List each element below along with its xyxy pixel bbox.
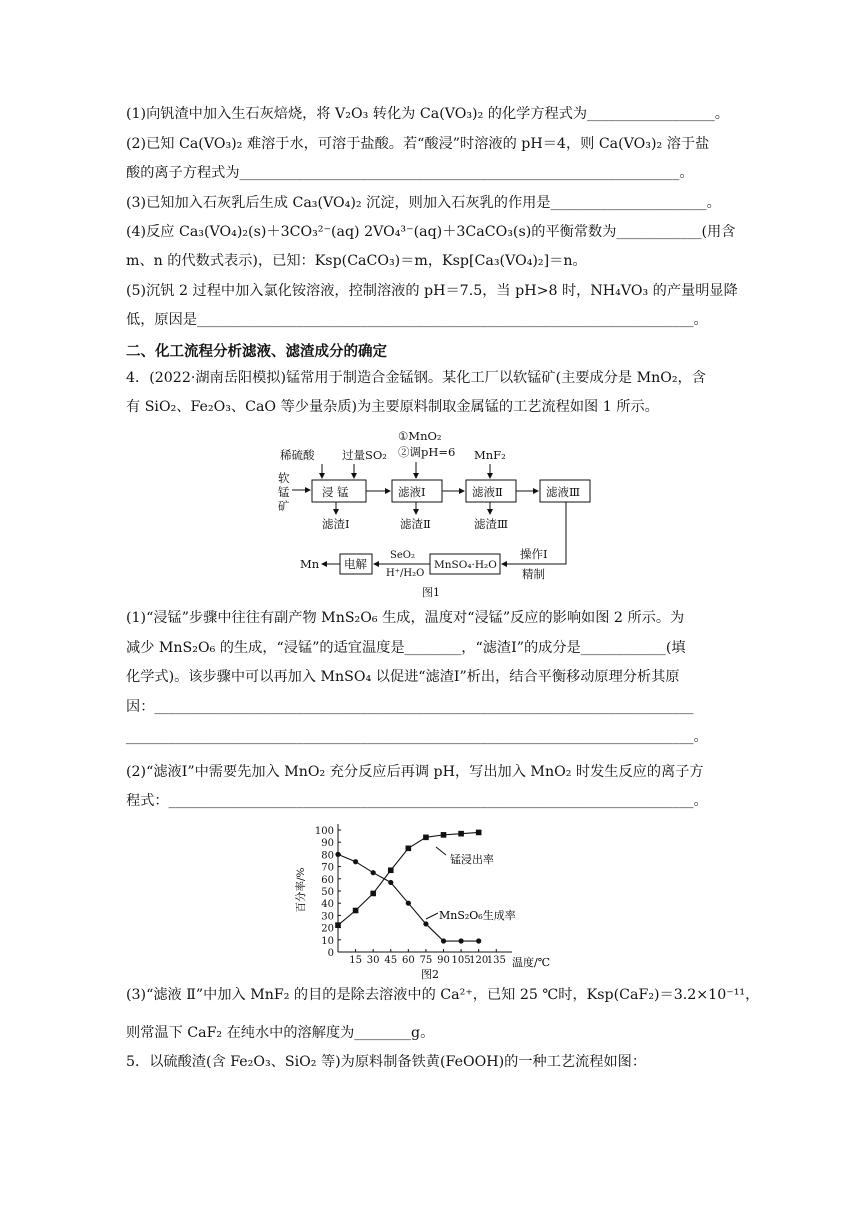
y-tick-label: 40 (321, 899, 334, 911)
x-tick-label: 135 (486, 955, 506, 966)
series-2-point (476, 938, 481, 943)
y-tick-label: 100 (314, 826, 334, 837)
section-title: 二、化工流程分析滤液、滤渣成分的确定 (126, 344, 387, 360)
box-leach: 浸 锰 (322, 485, 349, 499)
y-tick-label: 70 (321, 862, 334, 874)
q4-part1-line3: 化学式)。该步骤中可以再加入 MnSO₄ 以促进“滤渣Ⅰ”析出，结合平衡移动原理分析其原 (126, 669, 680, 685)
series-1-point (441, 832, 447, 838)
x-tick-label: 30 (366, 955, 380, 966)
y-tick-label: 0 (327, 948, 334, 959)
q4-part3-line1: (3)“滤液 Ⅱ”中加入 MnF₂ 的目的是除去溶液中的 Ca²⁺，已知 25 ℃时，Ksp(CaF₂)＝3.2×10⁻¹¹， (126, 987, 760, 1003)
q3-part5-line1: (5)沉钒 2 过程中加入氯化铵溶液，控制溶液的 pH＝7.5，当 pH>8 时，NH₄VO₃ 的产量明显降 (126, 283, 738, 299)
q3-part2-line1: (2)已知 Ca(VO₃)₂ 难溶于水，可溶于盐酸。若“酸浸”时溶液的 pH＝4，则 Ca(VO₃)₂ 溶于盐 (126, 136, 710, 152)
series-1-point (335, 922, 341, 928)
series-2-point (353, 859, 358, 864)
series-2-point (441, 938, 446, 943)
series-2-point (406, 901, 411, 906)
reagent-seo2: SeO₂ (390, 550, 415, 561)
x-tick-label: 90 (437, 955, 450, 966)
series-1-point (353, 908, 359, 914)
series-1-point (476, 830, 482, 836)
figure-2-caption: 图2 (421, 968, 439, 981)
q4-part1-line4: 因：____________________________________________________________________________ (126, 699, 694, 715)
q4-part2-line1: (2)“滤液Ⅰ”中需要先加入 MnO₂ 充分反应后再调 pH，写出加入 MnO₂ 时发生反应的离子方 (126, 764, 704, 780)
x-tick-label: 75 (419, 955, 433, 966)
y-tick-label: 60 (321, 874, 334, 886)
q3-part1: (1)向钒渣中加入生石灰焙烧，将 V₂O₃ 转化为 Ca(VO₃)₂ 的化学方程式为__________________。 (126, 106, 729, 122)
reagent-ph: ②调pH=6 (398, 445, 456, 459)
y-tick-label: 50 (321, 887, 334, 898)
q3-part5-line2: 低，原因是______________________________________________________________________。 (126, 312, 708, 328)
q4-intro-line1: 4．(2022·湖南岳阳模拟)锰常用于制造合金锰钢。某化工厂以软锰矿(主要成分是 MnO₂，含 (126, 370, 706, 386)
raw-material-char-3: 矿 (278, 499, 290, 513)
series-2-line (338, 854, 479, 941)
x-tick-label: 15 (349, 955, 362, 966)
operation-label: 操作Ⅰ (520, 547, 548, 561)
series-1-point (370, 891, 376, 897)
y-tick-label: 20 (321, 923, 334, 935)
series-1-point (423, 835, 429, 841)
series-1-point (458, 831, 464, 837)
q3-part4-line2: m、n 的代数式表示)，已知：Ksp(CaCO₃)＝m，Ksp[Ca₃(VO₄)₂]＝n。 (126, 253, 587, 269)
product-mn: Mn (300, 557, 320, 571)
residue-1: 滤渣Ⅰ (322, 517, 350, 531)
q4-part1-line2: 减少 MnS₂O₆ 的生成，“浸锰”的适宜温度是________，“滤渣Ⅰ”的成分是____________(填 (126, 640, 686, 656)
y-tick-label: 30 (321, 911, 334, 923)
q5-intro: 5．以硫酸渣(含 Fe₂O₃、SiO₂ 等)为原料制备铁黄(FeOOH)的一种工艺流程如图： (126, 1054, 647, 1070)
q4-part1-line1: (1)“浸锰”步骤中往往有副产物 MnS₂O₆ 生成，温度对“浸锰”反应的影响如图 2 所示。为 (126, 610, 685, 626)
x-tick-label: 45 (384, 955, 398, 966)
y-tick-label: 10 (321, 935, 334, 947)
reagent-mnf2: MnF₂ (474, 448, 506, 462)
series-2-point (388, 880, 393, 885)
reagent-sulfuric-acid: 稀硫酸 (280, 448, 315, 462)
figure-1-flowchart (270, 426, 600, 605)
figure-1-caption: 图1 (422, 586, 440, 599)
figure-2-chart (290, 815, 580, 989)
series-2-point (423, 921, 428, 926)
reagent-h2o: H⁺/H₂O (386, 568, 425, 579)
refine-label: 精制 (522, 567, 545, 581)
chart-ylabel: 百分率/% (295, 867, 307, 913)
series-2-point (459, 938, 464, 943)
reagent-mno2: ①MnO₂ (398, 429, 442, 443)
series-1-point (406, 846, 412, 852)
raw-material-char-1: 软 (278, 471, 290, 485)
x-tick-label: 120 (469, 955, 489, 966)
series-2-point (371, 870, 376, 875)
box-filtrate-1: 滤液Ⅰ (398, 485, 426, 499)
q3-part4-line1: (4)反应 Ca₃(VO₄)₂(s)＋3CO₃²⁻(aq) 2VO₄³⁻(aq)＋3CaCO₃(s)的平衡常数为____________(用含 (126, 224, 736, 240)
q4-part3-line2: 则常温下 CaF₂ 在纯水中的溶解度为________g。 (126, 1025, 435, 1041)
x-tick-label: 60 (401, 955, 415, 966)
series-2-point (335, 852, 340, 857)
y-tick-label: 80 (321, 850, 334, 862)
series-1-label: 锰浸出率 (450, 853, 494, 866)
series-1-point (388, 867, 394, 873)
reagent-so2: 过量SO₂ (342, 448, 387, 462)
chart-xlabel: 温度/℃ (512, 956, 551, 969)
q4-part2-line2: 程式：__________________________________________________________________________。 (126, 793, 708, 809)
series-2-label: MnS₂O₆生成率 (439, 909, 516, 922)
y-tick-label: 90 (321, 838, 334, 850)
q4-part1-line5: ________________________________________________________________________________。 (126, 729, 708, 745)
box-electrolysis: 电解 (344, 557, 367, 571)
q3-part3: (3)已知加入石灰乳后生成 Ca₃(VO₄)₂ 沉淀，则加入石灰乳的作用是______________________。 (126, 195, 721, 211)
raw-material-char-2: 锰 (278, 485, 290, 499)
box-mnso4: MnSO₄·H₂O (434, 559, 497, 571)
box-filtrate-3: 滤液Ⅲ (546, 485, 581, 499)
box-filtrate-2: 滤液Ⅱ (472, 485, 503, 499)
residue-2: 滤渣Ⅱ (400, 517, 431, 531)
residue-3: 滤渣Ⅲ (474, 517, 509, 531)
q4-intro-line2: 有 SiO₂、Fe₂O₃、CaO 等少量杂质)为主要原料制取金属锰的工艺流程如图 1 所示。 (126, 399, 659, 415)
q3-part2-line2: 酸的离子方程式为______________________________________________________________。 (126, 165, 694, 181)
x-tick-label: 105 (451, 955, 471, 966)
